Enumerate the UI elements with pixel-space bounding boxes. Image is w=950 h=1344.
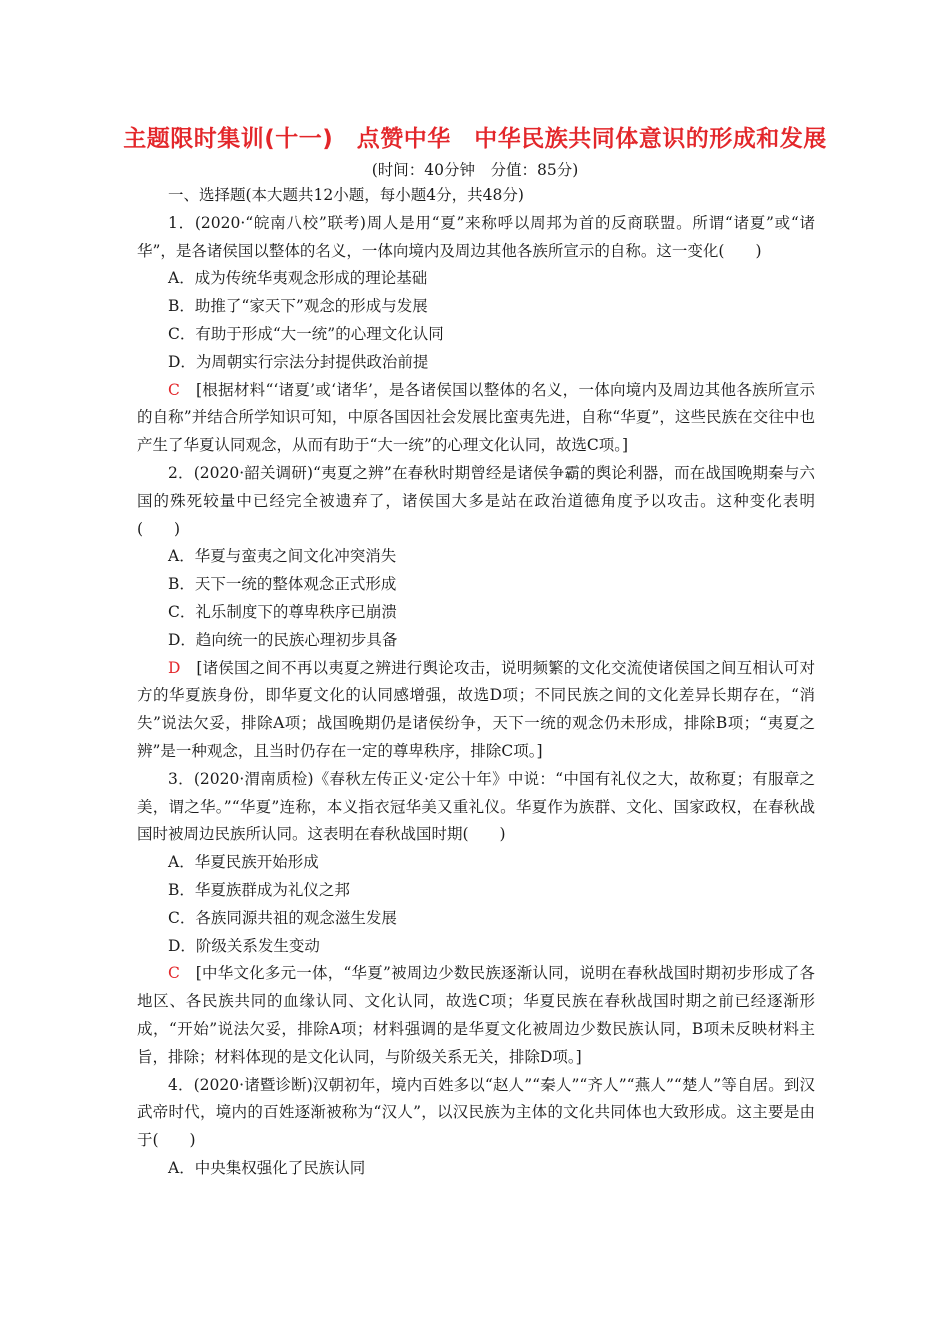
answer-letter: C [168,964,180,983]
document-body [137,182,815,1183]
page-title: 主题限时集训(十一) 点赞中华 中华民族共同体意识的形成和发展 [123,126,827,152]
question-stem: 3．(2020·渭南质检)《春秋左传正义·定公十年》中说：“中国有礼仪之大，故称夏；有服章之美，谓之华。”“华夏”连称，本义指衣冠华美又重礼仪。华夏作为族群、文化、国家政权，在春秋战国时被周边民族所认同。这表明在春秋战国时期( ) [137,769,815,844]
question-stem: 4．(2020·诸暨诊断)汉朝初年，境内百姓多以“赵人”“秦人”“齐人”“燕人”“楚人”等自居。到汉武帝时代，境内的百姓逐渐被称为“汉人”，以汉民族为主体的文化共同体也大致形成。这主要是由于( ) [137,1075,815,1150]
answer-explanation [137,960,815,1071]
option: D．阶级关系发生变动 [168,936,320,955]
option: C．有助于形成“大一统”的心理文化认同 [168,324,444,343]
question-stem: 1．(2020·“皖南八校”联考)周人是用“夏”来称呼以周邦为首的反商联盟。所谓“诸夏”或“诸华”，是各诸侯国以整体的名义，一体向境内及周边其他各族所宣示的自称。这一变化( ) [137,213,815,260]
question-stem: 2．(2020·韶关调研)“夷夏之辨”在春秋时期曾经是诸侯争霸的舆论利器，而在战国晚期秦与六国的殊死较量中已经完全被遗弃了，诸侯国大多是站在政治道德角度予以攻击。这种变化表明( ) [137,463,815,538]
option: D．为周朝实行宗法分封提供政治前提 [168,352,429,371]
answer-letter: C [168,380,180,399]
answer-explanation [137,655,815,766]
explanation-text: [根据材料“‘诸夏’或‘诸华’，是各诸侯国以整体的名义，一体向境内及周边其他各族所宣示的自称”并结合所学知识可知，中原各国因社会发展比蛮夷先进，自称“华夏”，这些民族在交往中也产生了华夏认同观念，从而有助于“大一统”的心理文化认同，故选C项。] [137,380,815,455]
section-heading: 一、选择题(本大题共12小题，每小题4分，共48分) [168,186,524,204]
option: A．华夏民族开始形成 [168,853,319,872]
option: C．礼乐制度下的尊卑秩序已崩溃 [168,602,397,621]
option: A．华夏与蛮夷之间文化冲突消失 [168,547,397,566]
option: B．天下一统的整体观念正式形成 [168,575,397,594]
option: B．助推了“家天下”观念的形成与发展 [168,297,428,316]
page-subtitle: (时间：40分钟 分值：85分) [371,161,579,179]
option: C．各族同源共祖的观念滋生发展 [168,908,397,927]
explanation-text: [诸侯国之间不再以夷夏之辨进行舆论攻击，说明频繁的文化交流使诸侯国之间互相认可对方的华夏族身份，即华夏文化的认同感增强，故选D项；不同民族之间的文化差异长期存在，“消失”说法欠妥，排除A项；战国晚期仍是诸侯纷争，天下一统的观念仍未形成，排除B项；“夷夏之辨”是一种观念，且当时仍存在一定的尊卑秩序，排除C项。] [137,658,815,760]
explanation-text: [中华文化多元一体，“华夏”被周边少数民族逐渐认同，说明在春秋战国时期初步形成了各地区、各民族共同的血缘认同、文化认同，故选C项；华夏民族在春秋战国时期之前已经逐渐形成，“开始”说法欠妥，排除A项；材料强调的是华夏文化被周边少数民族认同，B项未反映材料主旨，排除；材料体现的是文化认同，与阶级关系无关，排除D项。] [137,964,815,1066]
option: A．成为传统华夷观念形成的理论基础 [168,269,428,288]
option: B．华夏族群成为礼仪之邦 [168,880,350,899]
option: A．中央集权强化了民族认同 [168,1158,366,1177]
answer-letter: D [168,658,181,677]
answer-explanation [137,377,815,460]
option: D．趋向统一的民族心理初步具备 [168,630,398,649]
